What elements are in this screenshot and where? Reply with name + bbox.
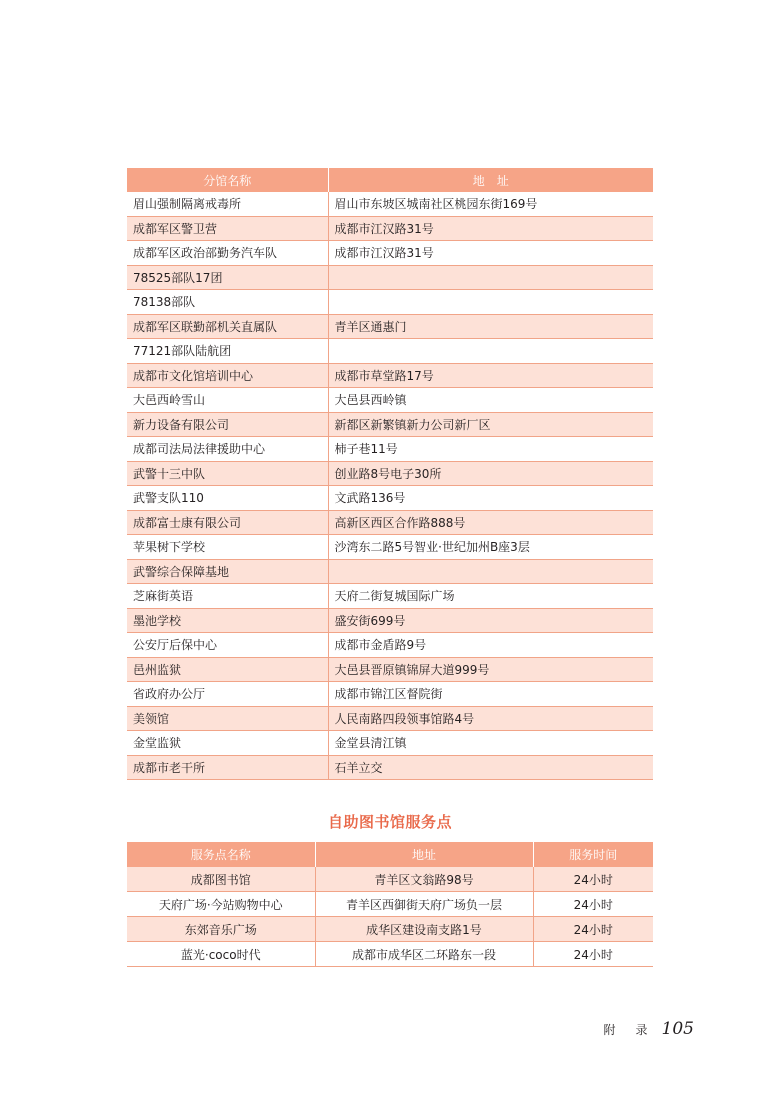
branch-name-cell: 金堂监狱 [127, 731, 328, 756]
table-row [127, 559, 653, 584]
column-header-address: 地址 [315, 842, 533, 867]
table-header-row [127, 842, 653, 867]
branch-address-cell: 成都市锦江区督院街 [328, 682, 653, 707]
service-point-name-cell: 天府广场·今站购物中心 [127, 892, 315, 917]
table-row [127, 657, 653, 682]
service-hours-cell: 24小时 [533, 867, 653, 892]
branch-name-cell: 大邑西岭雪山 [127, 388, 328, 413]
table-row [127, 486, 653, 511]
table-row [127, 216, 653, 241]
table-row [127, 192, 653, 216]
table-row [127, 633, 653, 658]
table-row [127, 388, 653, 413]
branch-name-cell: 77121部队陆航团 [127, 339, 328, 364]
table-row [127, 892, 653, 917]
branch-address-cell: 创业路8号电子30所 [328, 461, 653, 486]
branch-address-cell: 青羊区通惠门 [328, 314, 653, 339]
branch-name-cell: 成都市文化馆培训中心 [127, 363, 328, 388]
branch-address-cell: 文武路136号 [328, 486, 653, 511]
table-row [127, 706, 653, 731]
branch-address-cell: 眉山市东坡区城南社区桃园东街169号 [328, 192, 653, 216]
branch-address-cell: 天府二街复城国际广场 [328, 584, 653, 609]
table-header-row [127, 168, 653, 192]
table-row [127, 339, 653, 364]
branch-address-cell: 大邑县晋原镇锦屏大道999号 [328, 657, 653, 682]
column-header-service-hours: 服务时间 [533, 842, 653, 867]
branch-name-cell: 墨池学校 [127, 608, 328, 633]
column-header-service-point: 服务点名称 [127, 842, 315, 867]
branch-name-cell: 78138部队 [127, 290, 328, 315]
table-row [127, 917, 653, 942]
branch-name-cell: 武警十三中队 [127, 461, 328, 486]
branch-name-cell: 芝麻街英语 [127, 584, 328, 609]
branch-address-cell: 高新区西区合作路888号 [328, 510, 653, 535]
branch-address-cell: 成都市江汉路31号 [328, 241, 653, 266]
table-row [127, 682, 653, 707]
branch-library-table [127, 168, 653, 780]
table-row [127, 535, 653, 560]
branch-name-cell: 成都军区政治部勤务汽车队 [127, 241, 328, 266]
branch-address-cell: 大邑县西岭镇 [328, 388, 653, 413]
table-row [127, 412, 653, 437]
branch-address-cell: 成都市金盾路9号 [328, 633, 653, 658]
branch-name-cell: 公安厅后保中心 [127, 633, 328, 658]
service-hours-cell: 24小时 [533, 917, 653, 942]
service-point-name-cell: 成都图书馆 [127, 867, 315, 892]
branch-address-cell: 人民南路四段领事馆路4号 [328, 706, 653, 731]
table-row [127, 265, 653, 290]
column-header-name: 分馆名称 [127, 168, 328, 192]
page-number: 105 [661, 1019, 694, 1039]
branch-address-cell: 石羊立交 [328, 755, 653, 780]
column-header-address: 地 址 [328, 168, 653, 192]
table-row [127, 290, 653, 315]
branch-name-cell: 成都富士康有限公司 [127, 510, 328, 535]
branch-name-cell: 成都市老干所 [127, 755, 328, 780]
section-title: 自助图书馆服务点 [327, 813, 452, 831]
branch-name-cell: 成都军区联勤部机关直属队 [127, 314, 328, 339]
table-row [127, 241, 653, 266]
branch-name-cell: 苹果树下学校 [127, 535, 328, 560]
branch-address-cell [328, 339, 653, 364]
branch-name-cell: 新力设备有限公司 [127, 412, 328, 437]
branch-address-cell [328, 265, 653, 290]
branch-name-cell: 成都司法局法律援助中心 [127, 437, 328, 462]
service-point-address-cell: 成都市成华区二环路东一段 [315, 942, 533, 967]
branch-name-cell: 武警支队110 [127, 486, 328, 511]
branch-address-cell: 柿子巷11号 [328, 437, 653, 462]
service-point-name-cell: 东郊音乐广场 [127, 917, 315, 942]
table-row [127, 584, 653, 609]
service-hours-cell: 24小时 [533, 942, 653, 967]
service-point-address-cell: 成华区建设南支路1号 [315, 917, 533, 942]
table-row [127, 363, 653, 388]
service-point-name-cell: 蓝光·coco时代 [127, 942, 315, 967]
table-row [127, 867, 653, 892]
footer-section-label: 附 录 [603, 1023, 652, 1037]
branch-address-cell: 盛安街699号 [328, 608, 653, 633]
branch-address-cell: 沙湾东二路5号智业·世纪加州B座3层 [328, 535, 653, 560]
table-row [127, 461, 653, 486]
branch-name-cell: 省政府办公厅 [127, 682, 328, 707]
branch-name-cell: 眉山强制隔离戒毒所 [127, 192, 328, 216]
branch-address-cell: 成都市江汉路31号 [328, 216, 653, 241]
table-row [127, 608, 653, 633]
branch-address-cell: 新都区新繁镇新力公司新厂区 [328, 412, 653, 437]
branch-address-cell [328, 559, 653, 584]
branch-address-cell: 成都市草堂路17号 [328, 363, 653, 388]
branch-name-cell: 78525部队17团 [127, 265, 328, 290]
service-hours-cell: 24小时 [533, 892, 653, 917]
table-row [127, 510, 653, 535]
table-row [127, 314, 653, 339]
table-row [127, 942, 653, 967]
branch-name-cell: 邑州监狱 [127, 657, 328, 682]
branch-name-cell: 武警综合保障基地 [127, 559, 328, 584]
self-service-table [127, 842, 653, 967]
branch-address-cell [328, 290, 653, 315]
branch-name-cell: 美领馆 [127, 706, 328, 731]
branch-address-cell: 金堂县清江镇 [328, 731, 653, 756]
table-row [127, 755, 653, 780]
service-point-address-cell: 青羊区文翁路98号 [315, 867, 533, 892]
service-point-address-cell: 青羊区西御街天府广场负一层 [315, 892, 533, 917]
table-row [127, 731, 653, 756]
table-row [127, 437, 653, 462]
page-footer [604, 1019, 694, 1039]
branch-name-cell: 成都军区警卫营 [127, 216, 328, 241]
